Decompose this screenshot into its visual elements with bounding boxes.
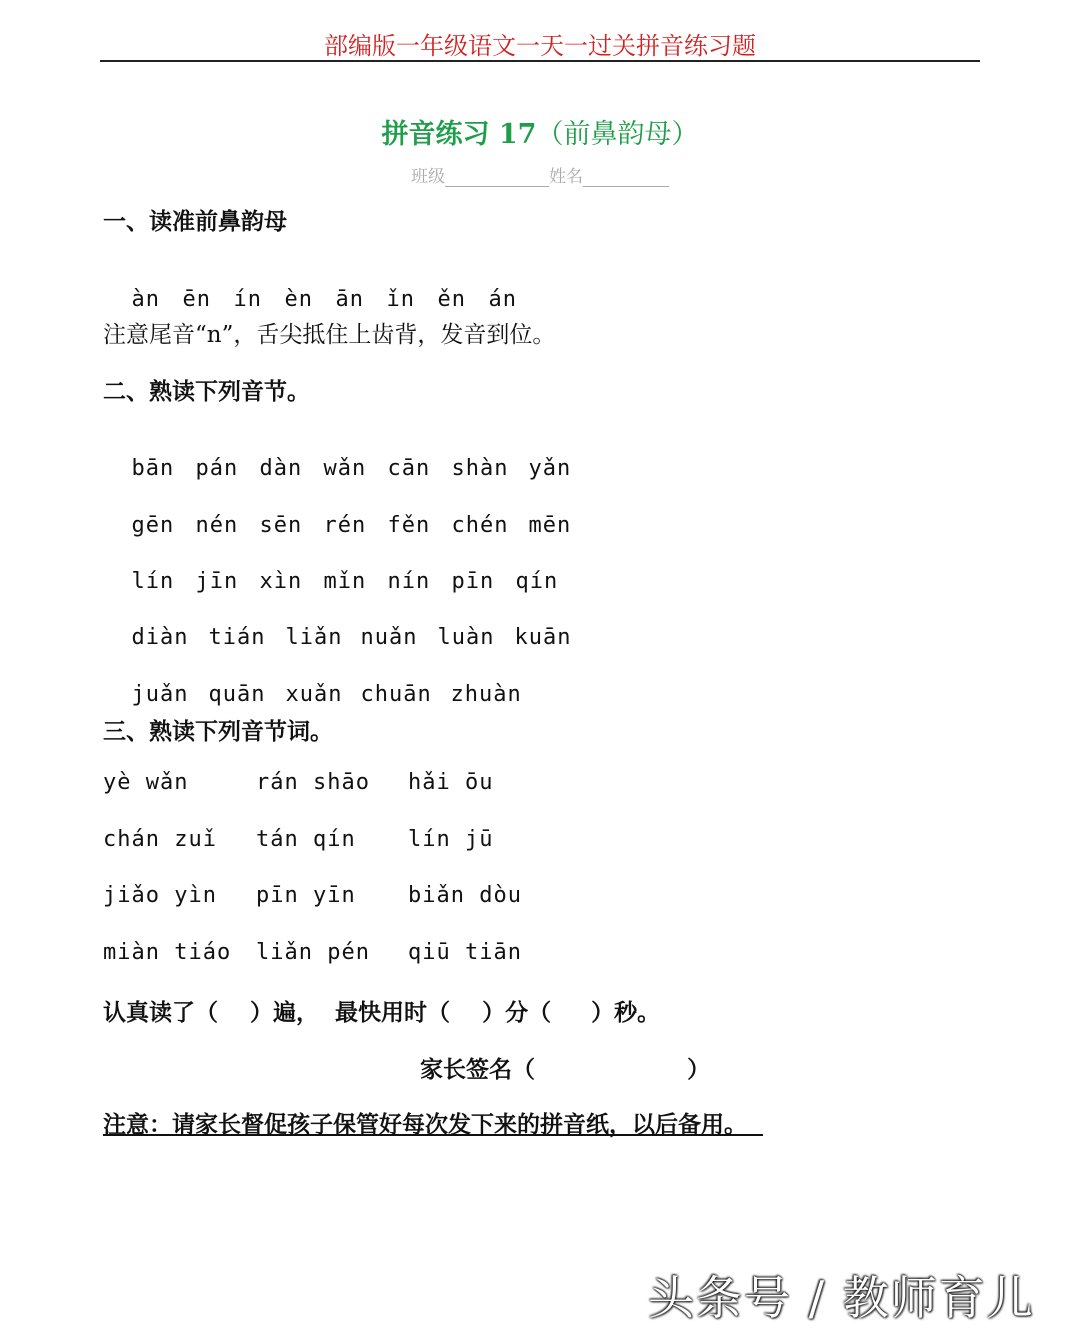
syllable: xuǎn	[285, 682, 343, 707]
syllable: chuān	[360, 682, 432, 707]
syllable: luàn	[437, 625, 495, 650]
syllable: án	[488, 287, 517, 312]
section2-row-5	[103, 657, 541, 707]
class-blank[interactable]	[445, 186, 549, 187]
syllable: lín	[131, 569, 175, 594]
page-header-title: 部编版一年级语文一天一过关拼音练习题	[324, 32, 756, 60]
pinyin-word: jiǎo yìn	[103, 883, 217, 908]
pinyin-word: tán qín	[256, 827, 356, 852]
syllable: nén	[195, 513, 239, 538]
pinyin-word: lín jū	[408, 827, 494, 852]
section2-row-1	[103, 431, 593, 481]
syllable: èn	[284, 287, 313, 312]
syllable: rén	[323, 513, 367, 538]
syllable: àn	[131, 287, 160, 312]
syllable: mēn	[528, 513, 572, 538]
worksheet-title-sub: （前鼻韵母）	[536, 119, 699, 150]
syllable: nuǎn	[360, 625, 418, 650]
syllable: wǎn	[323, 456, 367, 481]
name-blank[interactable]	[583, 186, 669, 187]
syllable: diàn	[131, 625, 189, 650]
name-label: 姓名	[549, 167, 583, 187]
name-fields	[0, 162, 1080, 187]
syllable: quān	[208, 682, 266, 707]
syllable: xìn	[259, 569, 303, 594]
syllable: shàn	[451, 456, 509, 481]
pinyin-word: miàn tiáo	[103, 940, 232, 965]
class-label: 班级	[411, 167, 445, 187]
syllable: jīn	[195, 569, 239, 594]
pinyin-word: hǎi ōu	[408, 770, 494, 795]
syllable: ěn	[437, 287, 466, 312]
pinyin-word: rán shāo	[256, 770, 370, 795]
syllable: fěn	[387, 513, 431, 538]
section2-heading: 二、熟读下列音节。	[103, 378, 310, 405]
syllable: sēn	[259, 513, 303, 538]
header-divider	[100, 60, 980, 62]
syllable: bān	[131, 456, 175, 481]
worksheet-title-main: 拼音练习 17	[381, 119, 537, 150]
syllable: pán	[195, 456, 239, 481]
section2-row-2	[103, 488, 593, 538]
section1-heading: 一、读准前鼻韵母	[103, 208, 287, 235]
syllable: ān	[335, 287, 364, 312]
pinyin-word: qiū tiān	[408, 940, 522, 965]
syllable: juǎn	[131, 682, 189, 707]
syllable: zhuàn	[450, 682, 522, 707]
pinyin-word: liǎn pén	[256, 940, 370, 965]
section2-row-4	[103, 600, 592, 650]
reading-record: 认真读了（ ）遍， 最快用时（ ）分（ ）秒。	[103, 999, 661, 1026]
pinyin-word: biǎn dòu	[408, 883, 522, 908]
syllable: liǎn	[285, 625, 343, 650]
syllable: ín	[233, 287, 262, 312]
pinyin-word: pīn yīn	[256, 883, 356, 908]
section2-row-3	[103, 544, 580, 594]
syllable: yǎn	[528, 456, 572, 481]
syllable: pīn	[451, 569, 495, 594]
syllable: qín	[515, 569, 559, 594]
worksheet-title	[0, 112, 1080, 151]
section3-heading: 三、熟读下列音节词。	[103, 718, 333, 745]
syllable: cān	[387, 456, 431, 481]
watermark-text: 头条号 / 教师育儿	[648, 1271, 1035, 1325]
section1-note: 注意尾音“n”，舌尖抵住上齿背，发音到位。	[103, 322, 556, 348]
parent-signature: 家长签名（ ）	[420, 1056, 711, 1083]
pinyin-word: chán zuǐ	[103, 827, 217, 852]
syllable: nín	[387, 569, 431, 594]
syllable: ēn	[182, 287, 211, 312]
syllable: mǐn	[323, 569, 367, 594]
section1-syllables	[103, 262, 540, 312]
footer-note: 注意：请家长督促孩子保管好每次发下来的拼音纸，以后备用。	[103, 1111, 764, 1138]
syllable: tián	[208, 625, 266, 650]
syllable: chén	[451, 513, 509, 538]
syllable: ǐn	[386, 287, 415, 312]
syllable: dàn	[259, 456, 303, 481]
syllable: gēn	[131, 513, 175, 538]
pinyin-word: yè wǎn	[103, 770, 189, 795]
syllable: kuān	[514, 625, 572, 650]
